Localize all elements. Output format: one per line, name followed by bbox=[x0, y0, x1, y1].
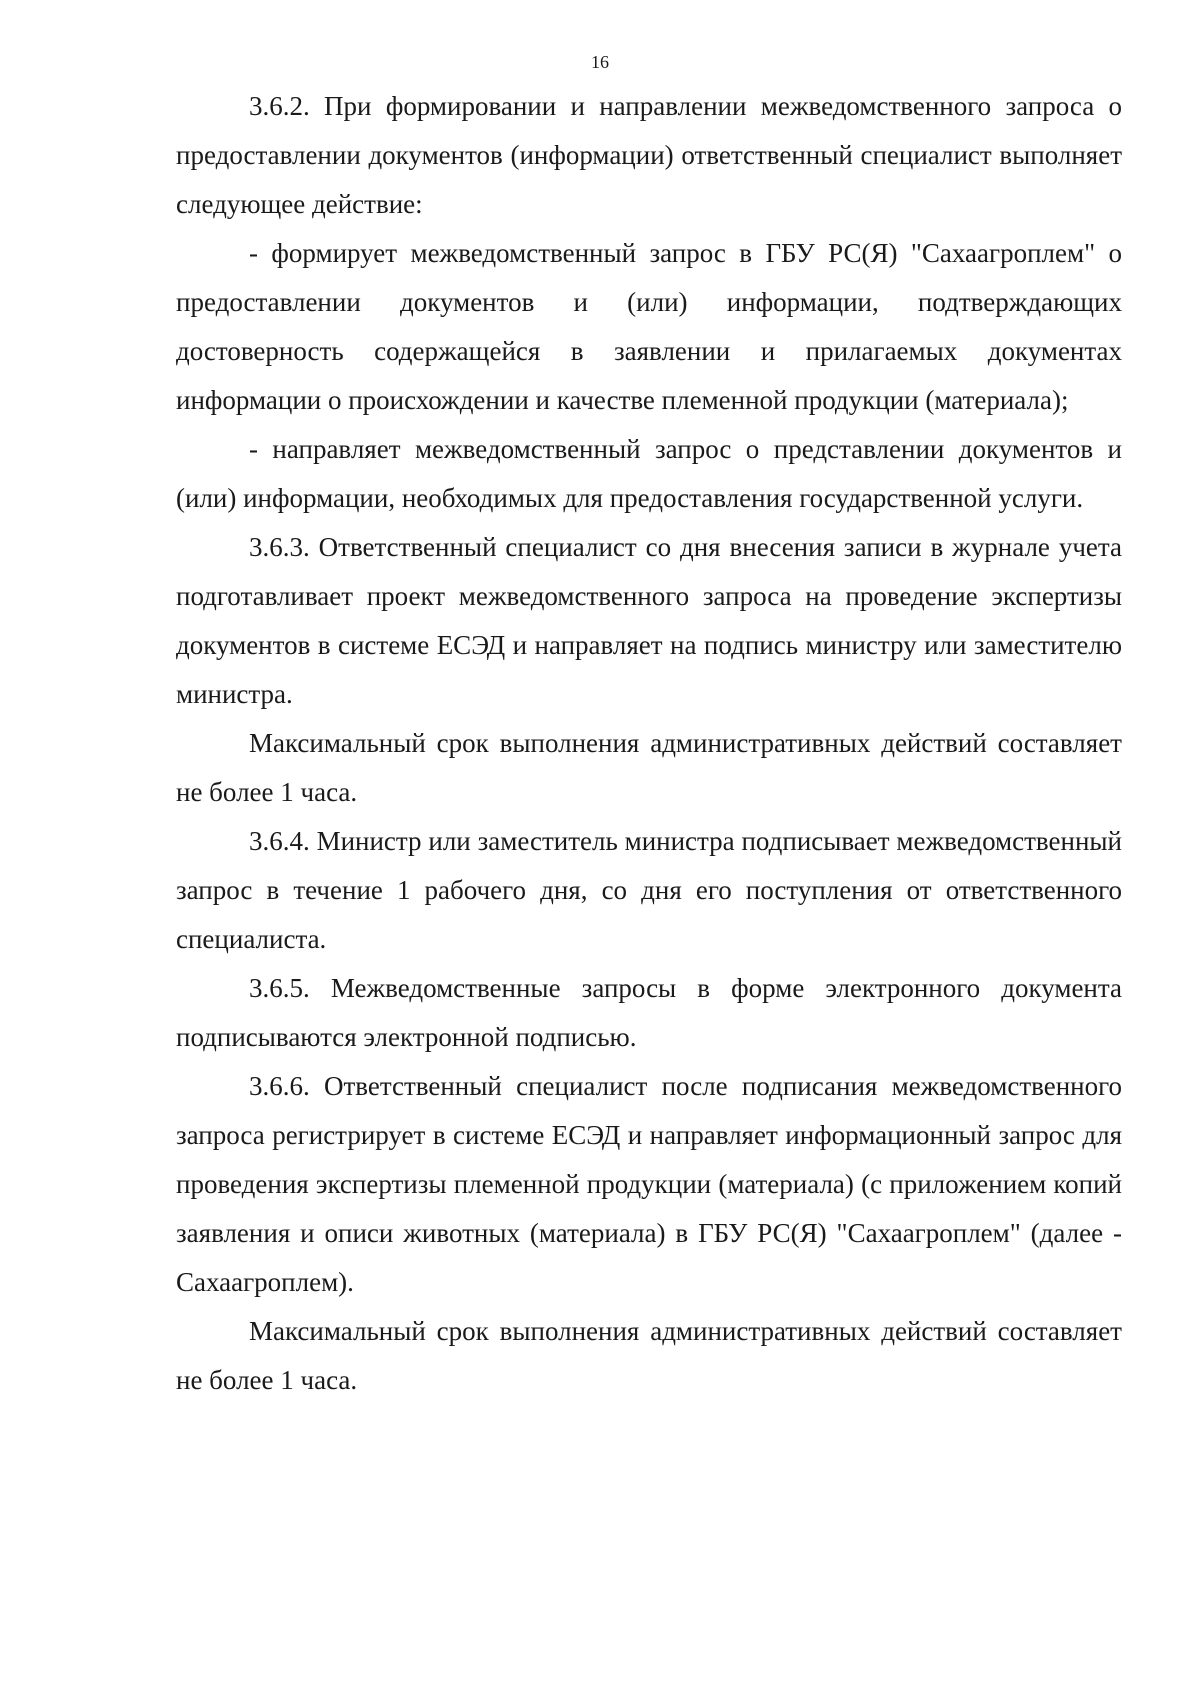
paragraph-3-6-2: 3.6.2. При формировании и направлении межведомственного запроса о предоставлении документов (информации) ответственный специалист выполняет следующее действие: bbox=[176, 91, 1122, 219]
paragraph-3-6-5: 3.6.5. Межведомственные запросы в форме электронного документа подписываются электронной подписью. bbox=[176, 973, 1122, 1052]
paragraph-max-time-2: Максимальный срок выполнения административных действий составляет не более 1 часа. bbox=[176, 1316, 1122, 1395]
document-body bbox=[176, 82, 1122, 1405]
paragraph-form-request: - формирует межведомственный запрос в ГБУ РС(Я) "Сахаагроплем" о предоставлении документов и (или) информации, подтверждающих достоверность содержащейся в заявлении и прилагаемых документах информации о происхождении и качестве племенной продукции (материала); bbox=[176, 238, 1122, 415]
page-number: 16 bbox=[591, 52, 609, 72]
paragraph-3-6-6: 3.6.6. Ответственный специалист после подписания межведомственного запроса регистрирует в системе ЕСЭД и направляет информационный запрос для проведения экспертизы племенной продукции (материала) (с приложением копий заявления и описи животных (материала) в ГБУ РС(Я) "Сахаагроплем" (далее - Сахаагроплем). bbox=[176, 1071, 1122, 1297]
paragraph-max-time-1: Максимальный срок выполнения административных действий составляет не более 1 часа. bbox=[176, 728, 1122, 807]
paragraph-3-6-4: 3.6.4. Министр или заместитель министра подписывает межведомственный запрос в течение 1 рабочего дня, со дня его поступления от ответственного специалиста. bbox=[176, 826, 1122, 954]
paragraph-3-6-3: 3.6.3. Ответственный специалист со дня внесения записи в журнале учета подготавливает проект межведомственного запроса на проведение экспертизы документов в системе ЕСЭД и направляет на подпись министру или заместителю министра. bbox=[176, 532, 1122, 709]
paragraph-send-request: - направляет межведомственный запрос о представлении документов и (или) информации, необходимых для предоставления государственной услуги. bbox=[176, 434, 1122, 513]
